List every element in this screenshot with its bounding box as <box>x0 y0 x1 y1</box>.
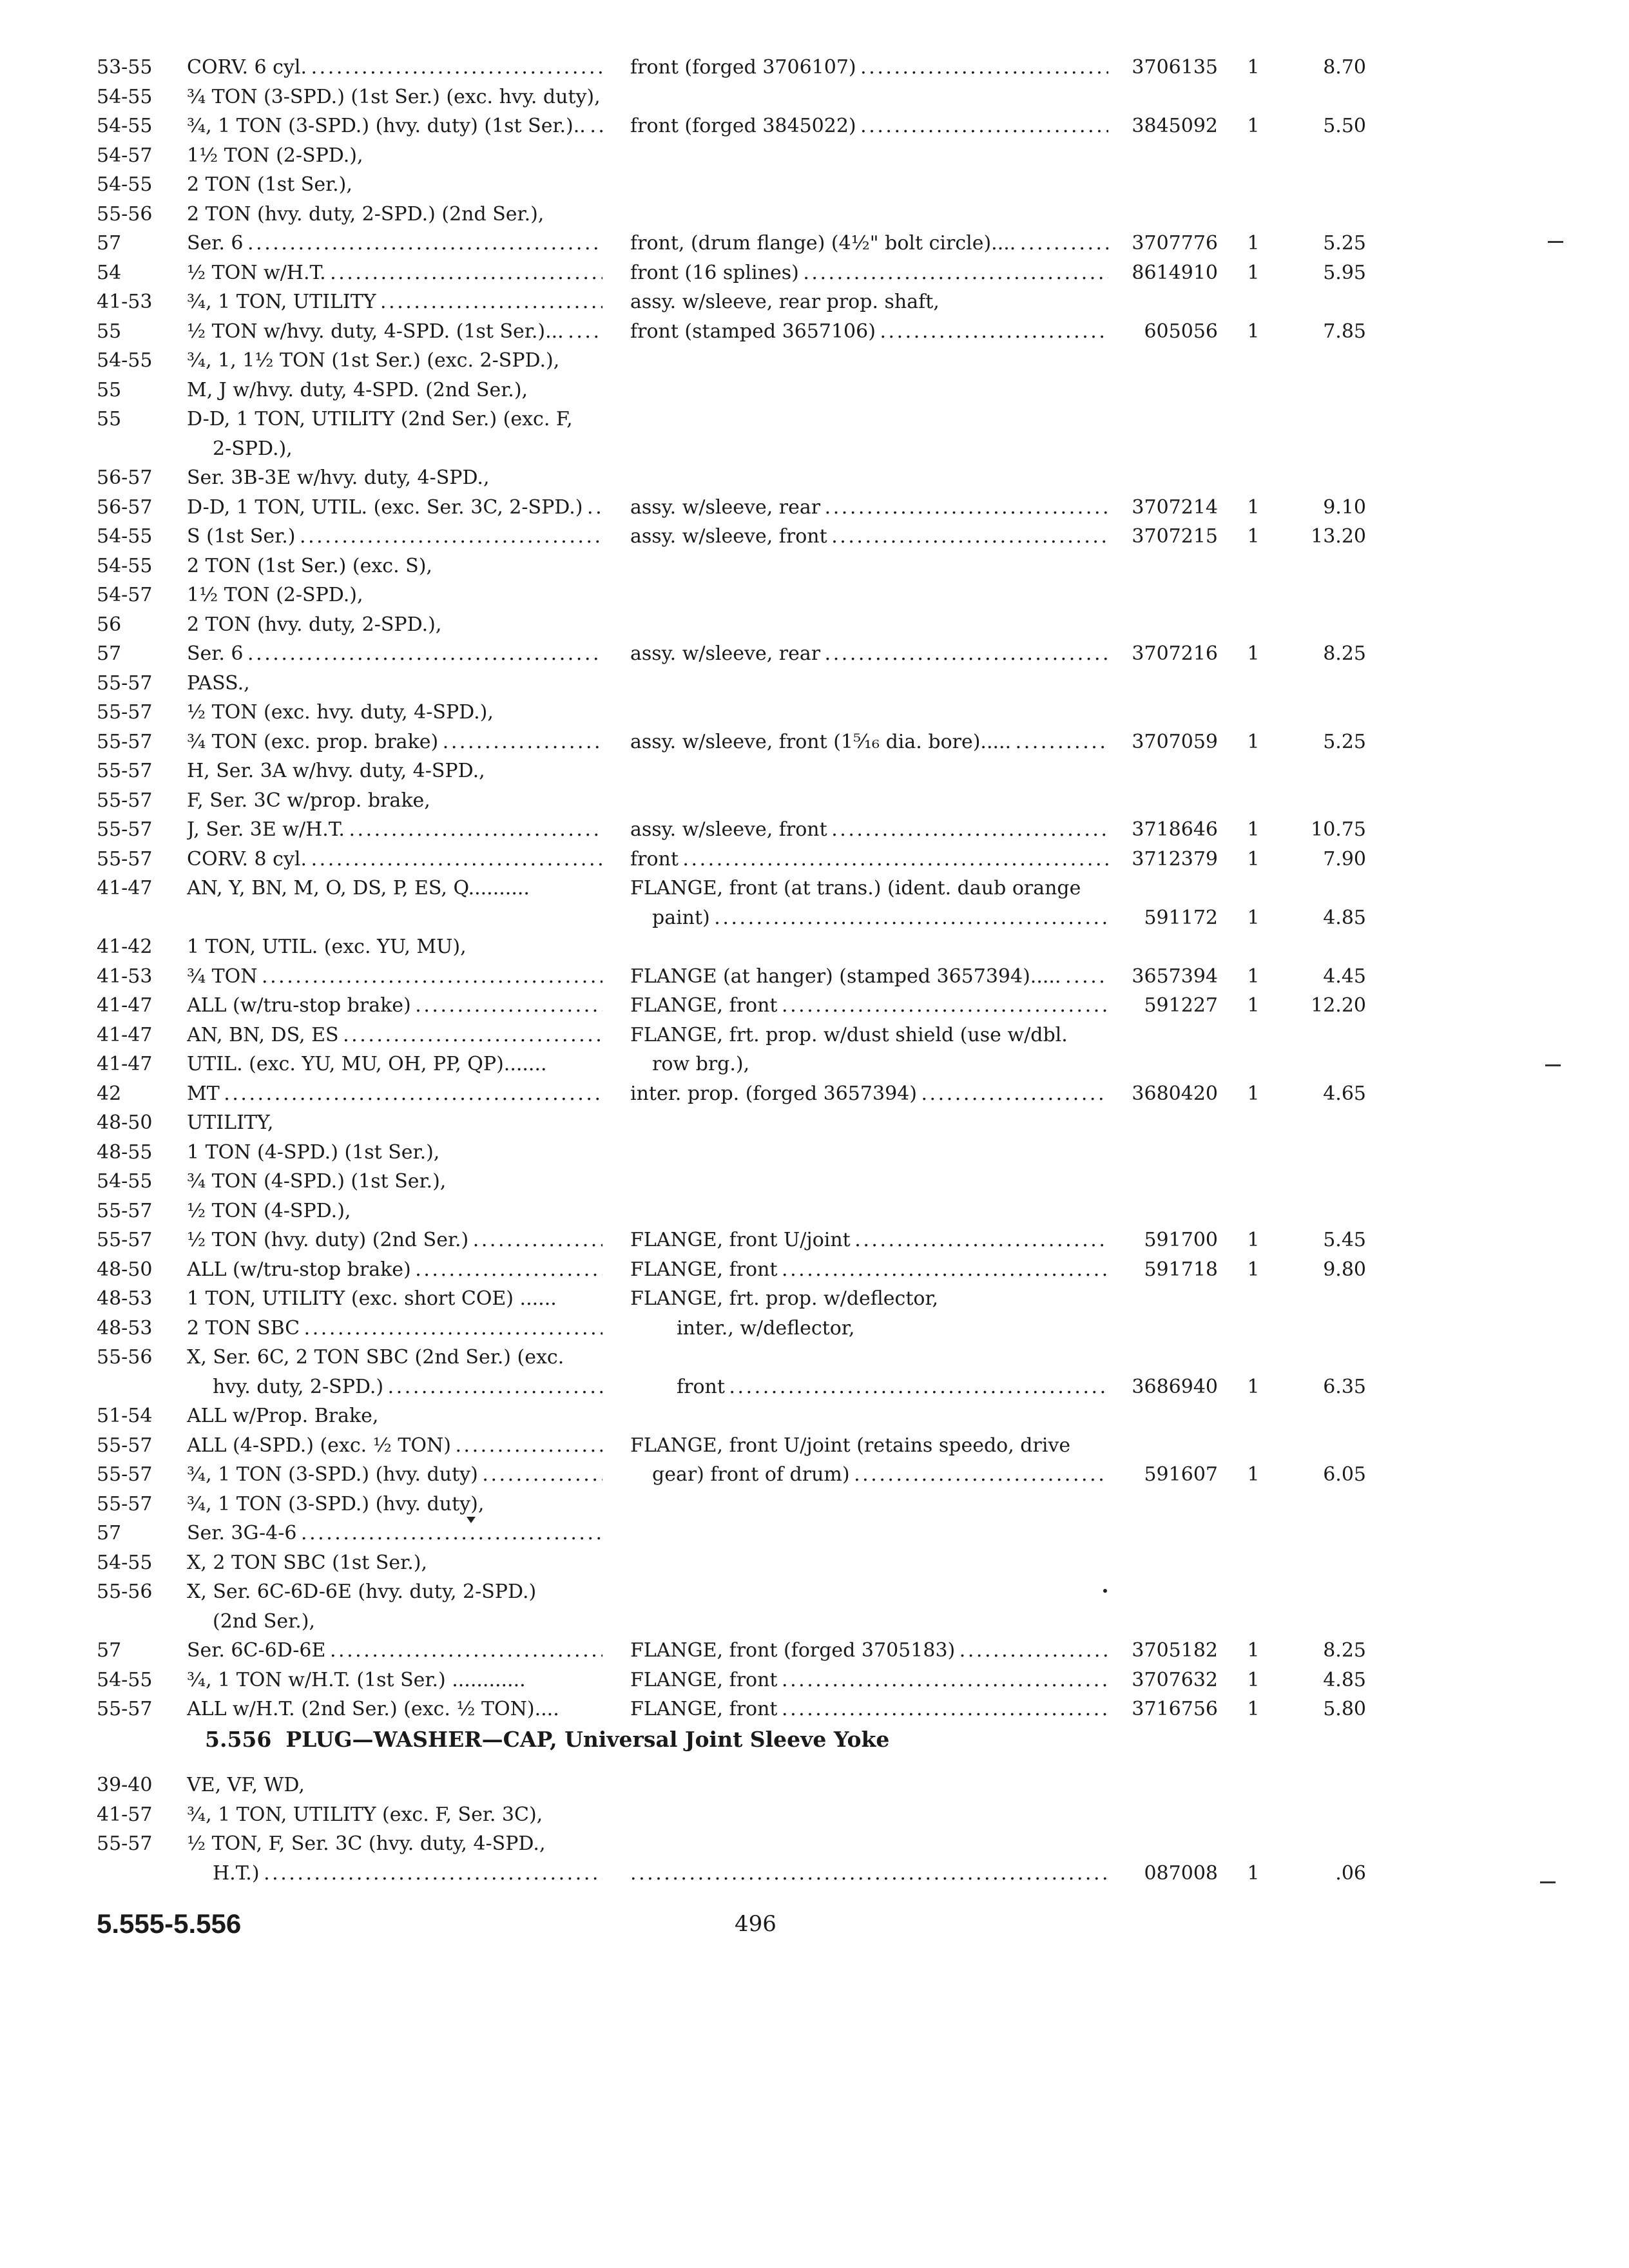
application: ¾, 1 TON (3-SPD.) (hvy. duty) . . . <box>187 1460 602 1490</box>
part-number: 8614910 <box>1132 261 1218 284</box>
price: 6.05 <box>1323 1463 1366 1486</box>
table-row <box>0 258 1629 288</box>
application: Ser. 6 . . . <box>187 229 602 258</box>
table-row <box>0 1666 1629 1695</box>
table-row <box>0 1460 1629 1490</box>
table-row <box>0 1284 1629 1314</box>
application: ¾, 1 TON, UTILITY . . . <box>187 287 602 317</box>
application: H.T.) . . . <box>213 1859 602 1888</box>
application: D-D, 1 TON, UTILITY (2nd Ser.) (exc. F, <box>187 408 573 430</box>
table-row <box>0 1771 1629 1800</box>
model-year: 55-56 <box>97 202 153 226</box>
application: CORV. 8 cyl. . . . <box>187 845 602 874</box>
table-row <box>0 727 1629 757</box>
part-description <box>630 1859 1108 1888</box>
price: 4.85 <box>1323 1668 1366 1691</box>
model-year: 41-47 <box>97 1023 153 1046</box>
application: ½ TON (hvy. duty) (2nd Ser.) . . . <box>187 1225 602 1255</box>
part-number: 087008 <box>1144 1861 1218 1885</box>
model-year: 55-57 <box>97 730 153 753</box>
model-year: 55-57 <box>97 1492 153 1515</box>
model-year: 48-55 <box>97 1140 153 1164</box>
section-heading <box>205 1727 889 1752</box>
price: .06 <box>1335 1861 1366 1885</box>
table-row <box>0 815 1629 845</box>
price: 9.80 <box>1323 1258 1366 1281</box>
table-row <box>0 552 1629 581</box>
part-number: 591700 <box>1144 1229 1218 1251</box>
section-title: PLUG—WASHER—CAP, Universal Joint Sleeve Yoke <box>285 1727 890 1752</box>
part-description: paint) . . . <box>652 903 1108 933</box>
price: 5.25 <box>1323 730 1366 753</box>
application: VE, VF, WD, <box>187 1774 305 1796</box>
application: ALL w/Prop. Brake, <box>187 1405 379 1427</box>
model-year: 56-57 <box>97 495 153 519</box>
application: ALL (w/tru-stop brake) . . . <box>187 991 602 1021</box>
part-description: FLANGE, front . . . <box>630 991 1108 1021</box>
application: 1 TON, UTILITY (exc. short COE) ...... <box>187 1287 557 1310</box>
model-year: 54-55 <box>97 1551 153 1574</box>
quantity: 1 <box>1247 1668 1260 1691</box>
table-row <box>0 82 1629 112</box>
part-number: 3706135 <box>1132 56 1218 79</box>
quantity: 1 <box>1247 232 1260 255</box>
margin-mark <box>1540 1881 1556 1883</box>
model-year: 54-55 <box>97 1170 153 1193</box>
table-row <box>0 200 1629 229</box>
application: 1½ TON (2-SPD.), <box>187 584 363 606</box>
application: 2 TON (1st Ser.), <box>187 173 352 196</box>
model-year: 54-57 <box>97 144 153 167</box>
part-number: 3712379 <box>1132 847 1218 870</box>
table-row <box>0 1829 1629 1859</box>
part-number: 3707214 <box>1132 495 1218 519</box>
application: X, 2 TON SBC (1st Ser.), <box>187 1551 427 1574</box>
table-row <box>0 1079 1629 1109</box>
price: 8.70 <box>1323 56 1366 79</box>
price: 4.65 <box>1323 1082 1366 1105</box>
model-year: 48-50 <box>97 1258 153 1281</box>
model-year: 41-47 <box>97 994 153 1017</box>
application: ¾ TON . . . <box>187 962 602 992</box>
quantity: 1 <box>1247 1463 1260 1486</box>
price: 9.10 <box>1323 495 1366 519</box>
application: UTILITY, <box>187 1111 274 1134</box>
table-row <box>0 698 1629 727</box>
part-number: 3657394 <box>1132 965 1218 988</box>
model-year: 54-55 <box>97 1668 153 1691</box>
application: 1 TON, UTIL. (exc. YU, MU), <box>187 936 467 958</box>
table-row <box>0 1401 1629 1431</box>
application: ½ TON w/hvy. duty, 4-SPD. (1st Ser.)... . . . <box>187 317 602 347</box>
application: CORV. 6 cyl. . . . <box>187 53 602 82</box>
part-description: assy. w/sleeve, rear . . . <box>630 639 1108 669</box>
part-description: gear) front of drum) . . . <box>652 1460 1108 1490</box>
application: 1 TON (4-SPD.) (1st Ser.), <box>187 1140 440 1164</box>
table-row <box>0 434 1629 464</box>
price: 8.25 <box>1323 1639 1366 1662</box>
model-year: 39-40 <box>97 1774 153 1796</box>
table-row <box>0 522 1629 552</box>
quantity: 1 <box>1247 1861 1260 1885</box>
model-year: 55-57 <box>97 671 153 695</box>
part-description: assy. w/sleeve, rear prop. shaft, <box>630 291 940 313</box>
footer-section-ref: 5.555-5.556 <box>97 1908 242 1939</box>
table-row <box>0 1138 1629 1168</box>
application: ¾, 1, 1½ TON (1st Ser.) (exc. 2-SPD.), <box>187 349 560 372</box>
model-year: 54-55 <box>97 173 153 196</box>
part-number: 3707776 <box>1132 232 1218 255</box>
table-row <box>0 756 1629 786</box>
part-description: FLANGE, front (at trans.) (ident. daub orange <box>630 877 1081 899</box>
quantity: 1 <box>1247 730 1260 753</box>
footer-page-number: 496 <box>735 1911 776 1937</box>
table-row <box>0 1636 1629 1666</box>
part-number: 591718 <box>1144 1258 1218 1281</box>
table-row <box>0 874 1629 903</box>
part-description: FLANGE, front . . . <box>630 1695 1108 1724</box>
price: 8.25 <box>1323 642 1366 665</box>
model-year: 48-53 <box>97 1316 153 1340</box>
model-year: 41-42 <box>97 936 153 958</box>
price: 5.25 <box>1323 232 1366 255</box>
quantity: 1 <box>1247 1082 1260 1105</box>
table-row <box>0 1519 1629 1548</box>
quantity: 1 <box>1247 115 1260 137</box>
application: X, Ser. 6C, 2 TON SBC (2nd Ser.) (exc. <box>187 1346 564 1369</box>
application: ¾, 1 TON (3-SPD.) (hvy. duty) (1st Ser.).. . . . <box>187 111 602 141</box>
part-description: assy. w/sleeve, rear . . . <box>630 493 1108 523</box>
application: 2 TON (1st Ser.) (exc. S), <box>187 554 432 577</box>
model-year: 42 <box>97 1082 122 1105</box>
table-row <box>0 111 1629 141</box>
model-year: 55 <box>97 378 122 401</box>
quantity: 1 <box>1247 495 1260 519</box>
application: S (1st Ser.) . . . <box>187 522 602 552</box>
model-year: 55-56 <box>97 1346 153 1369</box>
table-row <box>0 1196 1629 1226</box>
part-number: 605056 <box>1144 320 1218 343</box>
model-year: 57 <box>97 642 122 665</box>
table-row <box>0 1490 1629 1519</box>
table-row <box>0 463 1629 493</box>
part-description: FLANGE, front . . . <box>630 1666 1108 1695</box>
application: X, Ser. 6C-6D-6E (hvy. duty, 2-SPD.) <box>187 1581 537 1603</box>
part-description: assy. w/sleeve, front . . . <box>630 522 1108 552</box>
table-row <box>0 1607 1629 1637</box>
application: hvy. duty, 2-SPD.) . . . <box>213 1372 602 1402</box>
part-description: front, (drum flange) (4½" bolt circle).... . . . <box>630 229 1108 258</box>
application: AN, Y, BN, M, O, DS, P, ES, Q.......... <box>187 877 530 899</box>
model-year: 57 <box>97 232 122 255</box>
part-number: 3707216 <box>1132 642 1218 665</box>
part-description: front (stamped 3657106) . . . <box>630 317 1108 347</box>
table-row <box>0 1225 1629 1255</box>
price: 4.45 <box>1323 965 1366 988</box>
quantity: 1 <box>1247 1258 1260 1281</box>
model-year: 55-56 <box>97 1581 153 1603</box>
table-row <box>0 1431 1629 1461</box>
application: ALL (w/tru-stop brake) . . . <box>187 1255 602 1285</box>
model-year: 41-57 <box>97 1803 153 1826</box>
model-year: 56-57 <box>97 466 153 489</box>
table-row <box>0 1343 1629 1372</box>
quantity: 1 <box>1247 965 1260 988</box>
part-description: FLANGE, frt. prop. w/deflector, <box>630 1287 939 1310</box>
price: 5.50 <box>1323 115 1366 137</box>
quantity: 1 <box>1247 56 1260 79</box>
model-year: 55-57 <box>97 701 153 724</box>
application: 2 TON SBC . . . <box>187 1314 602 1343</box>
model-year: 55-57 <box>97 847 153 870</box>
application: ¾, 1 TON, UTILITY (exc. F, Ser. 3C), <box>187 1803 543 1826</box>
part-description: front . . . <box>677 1372 1108 1402</box>
application: H, Ser. 3A w/hvy. duty, 4-SPD., <box>187 760 485 782</box>
table-row <box>0 786 1629 816</box>
application: PASS., <box>187 671 250 695</box>
table-row <box>0 1577 1629 1607</box>
part-description: row brg.), <box>652 1053 750 1075</box>
part-number: 591607 <box>1144 1463 1218 1486</box>
table-row <box>0 845 1629 874</box>
model-year: 55-57 <box>97 789 153 812</box>
part-description: inter., w/deflector, <box>677 1316 855 1340</box>
application: ¾ TON (exc. prop. brake) . . . <box>187 727 602 757</box>
model-year: 53-55 <box>97 56 153 79</box>
quantity: 1 <box>1247 906 1260 929</box>
part-description: FLANGE, front U/joint (retains speedo, drive <box>630 1434 1071 1457</box>
table-row <box>0 903 1629 933</box>
model-year: 54-57 <box>97 584 153 606</box>
table-row <box>0 493 1629 523</box>
quantity: 1 <box>1247 525 1260 548</box>
part-number: 3716756 <box>1132 1698 1218 1720</box>
quantity: 1 <box>1247 818 1260 841</box>
model-year: 48-53 <box>97 1287 153 1310</box>
table-row <box>0 1050 1629 1079</box>
price: 7.90 <box>1323 847 1366 870</box>
table-row <box>0 317 1629 347</box>
model-year: 48-50 <box>97 1111 153 1134</box>
table-row <box>0 53 1629 82</box>
table-row <box>0 932 1629 962</box>
quantity: 1 <box>1247 994 1260 1017</box>
model-year: 41-47 <box>97 877 153 899</box>
model-year: 55 <box>97 408 122 430</box>
application: ¾ TON (3-SPD.) (1st Ser.) (exc. hvy. duty), <box>187 85 601 108</box>
application: MT . . . <box>187 1079 602 1109</box>
table-row <box>0 1021 1629 1050</box>
application: J, Ser. 3E w/H.T. . . . <box>187 815 602 845</box>
model-year: 41-53 <box>97 965 153 988</box>
part-number: 3707632 <box>1132 1668 1218 1691</box>
model-year: 55-57 <box>97 1832 153 1855</box>
table-row <box>0 1372 1629 1402</box>
table-row <box>0 287 1629 317</box>
part-description: FLANGE, front . . . <box>630 1255 1108 1285</box>
quantity: 1 <box>1247 1698 1260 1720</box>
model-year: 54 <box>97 261 122 284</box>
application: 1½ TON (2-SPD.), <box>187 144 363 167</box>
application: Ser. 6C-6D-6E . . . <box>187 1636 602 1666</box>
model-year: 55-57 <box>97 1698 153 1720</box>
model-year: 54-55 <box>97 554 153 577</box>
part-description: inter. prop. (forged 3657394) . . . <box>630 1079 1108 1109</box>
application: Ser. 3G-4-6 . . . <box>187 1519 602 1548</box>
table-row <box>0 610 1629 640</box>
model-year: 55-57 <box>97 760 153 782</box>
table-row <box>0 1548 1629 1578</box>
application: ½ TON, F, Ser. 3C (hvy. duty, 4-SPD., <box>187 1832 546 1855</box>
margin-mark <box>1545 1064 1561 1066</box>
application: 2 TON (hvy. duty, 2-SPD.), <box>187 613 442 636</box>
application: ½ TON w/H.T. . . . <box>187 258 602 288</box>
part-description: front (forged 3706107) . . . <box>630 53 1108 82</box>
model-year: 57 <box>97 1522 122 1544</box>
application: 2 TON (hvy. duty, 2-SPD.) (2nd Ser.), <box>187 202 545 226</box>
quantity: 1 <box>1247 642 1260 665</box>
application: (2nd Ser.), <box>213 1610 315 1633</box>
table-row <box>0 639 1629 669</box>
table-row <box>0 1859 1629 1888</box>
model-year: 57 <box>97 1639 122 1662</box>
part-description: front (16 splines) . . . <box>630 258 1108 288</box>
part-description: front . . . <box>630 845 1108 874</box>
table-row <box>0 1255 1629 1285</box>
application: ¾, 1 TON (3-SPD.) (hvy. duty), <box>187 1492 485 1515</box>
price: 12.20 <box>1311 994 1366 1017</box>
price: 5.95 <box>1323 261 1366 284</box>
model-year: 54-55 <box>97 115 153 137</box>
model-year: 51-54 <box>97 1405 153 1427</box>
part-number: 3718646 <box>1132 818 1218 841</box>
quantity: 1 <box>1247 847 1260 870</box>
model-year: 55-57 <box>97 1229 153 1251</box>
table-row <box>0 170 1629 200</box>
quantity: 1 <box>1247 1229 1260 1251</box>
price: 13.20 <box>1311 525 1366 548</box>
table-row <box>0 229 1629 258</box>
application: ALL (4-SPD.) (exc. ½ TON) . . . <box>187 1431 602 1461</box>
table-row <box>0 1314 1629 1343</box>
model-year: 54-55 <box>97 85 153 108</box>
part-description: FLANGE (at hanger) (stamped 3657394)..... . . . <box>630 962 1108 992</box>
model-year: 54-55 <box>97 349 153 372</box>
part-description: assy. w/sleeve, front (1⁵⁄₁₆ dia. bore)..... . . . <box>630 727 1108 757</box>
stray-dot <box>1103 1589 1107 1593</box>
application: M, J w/hvy. duty, 4-SPD. (2nd Ser.), <box>187 378 528 401</box>
table-row <box>0 991 1629 1021</box>
table-row <box>0 581 1629 610</box>
model-year: 56 <box>97 613 122 636</box>
application: D-D, 1 TON, UTIL. (exc. Ser. 3C, 2-SPD.) . . . <box>187 493 602 523</box>
price: 10.75 <box>1311 818 1366 841</box>
table-row <box>0 1695 1629 1724</box>
part-number: 3680420 <box>1132 1082 1218 1105</box>
model-year: 55-57 <box>97 1199 153 1222</box>
price: 4.85 <box>1323 906 1366 929</box>
quantity: 1 <box>1247 1639 1260 1662</box>
part-number: 3686940 <box>1132 1375 1218 1398</box>
application: Ser. 6 . . . <box>187 639 602 669</box>
stray-mark <box>467 1517 476 1523</box>
price: 7.85 <box>1323 320 1366 343</box>
application: ¾ TON (4-SPD.) (1st Ser.), <box>187 1170 447 1193</box>
part-description: FLANGE, front U/joint . . . <box>630 1225 1108 1255</box>
part-number: 3705182 <box>1132 1639 1218 1662</box>
application: AN, BN, DS, ES . . . <box>187 1021 602 1050</box>
part-description: front (forged 3845022) . . . <box>630 111 1108 141</box>
application: ¾, 1 TON w/H.T. (1st Ser.) ............ <box>187 1668 526 1691</box>
table-row <box>0 376 1629 405</box>
price: 6.35 <box>1323 1375 1366 1398</box>
part-number: 591227 <box>1144 994 1218 1017</box>
application: ½ TON (exc. hvy. duty, 4-SPD.), <box>187 701 494 724</box>
model-year: 41-53 <box>97 291 153 313</box>
application: 2-SPD.), <box>213 437 293 460</box>
table-row <box>0 669 1629 698</box>
part-number: 3707059 <box>1132 730 1218 753</box>
part-description: FLANGE, front (forged 3705183) . . . <box>630 1636 1108 1666</box>
model-year: 54-55 <box>97 525 153 548</box>
table-row <box>0 346 1629 376</box>
model-year: 55-57 <box>97 818 153 841</box>
model-year: 41-47 <box>97 1053 153 1075</box>
quantity: 1 <box>1247 261 1260 284</box>
table-row <box>0 1108 1629 1138</box>
quantity: 1 <box>1247 320 1260 343</box>
application: UTIL. (exc. YU, MU, OH, PP, QP)....... <box>187 1053 547 1075</box>
margin-mark <box>1548 241 1563 243</box>
application: ALL w/H.T. (2nd Ser.) (exc. ½ TON).... <box>187 1698 559 1720</box>
application: ½ TON (4-SPD.), <box>187 1199 351 1222</box>
part-number: 3845092 <box>1132 115 1218 137</box>
part-number: 591172 <box>1144 906 1218 929</box>
model-year: 55 <box>97 320 122 343</box>
table-row <box>0 962 1629 992</box>
part-number: 3707215 <box>1132 525 1218 548</box>
table-row <box>0 1800 1629 1830</box>
model-year: 55-57 <box>97 1463 153 1486</box>
price: 5.80 <box>1323 1698 1366 1720</box>
section-number: 5.556 <box>205 1727 272 1752</box>
application: F, Ser. 3C w/prop. brake, <box>187 789 430 812</box>
application: Ser. 3B-3E w/hvy. duty, 4-SPD., <box>187 466 490 489</box>
quantity: 1 <box>1247 1375 1260 1398</box>
table-row <box>0 141 1629 171</box>
part-description: FLANGE, frt. prop. w/dust shield (use w/dbl. <box>630 1023 1068 1046</box>
model-year: 55-57 <box>97 1434 153 1457</box>
table-row <box>0 1167 1629 1196</box>
price: 5.45 <box>1323 1229 1366 1251</box>
table-row <box>0 405 1629 434</box>
part-description: assy. w/sleeve, front . . . <box>630 815 1108 845</box>
